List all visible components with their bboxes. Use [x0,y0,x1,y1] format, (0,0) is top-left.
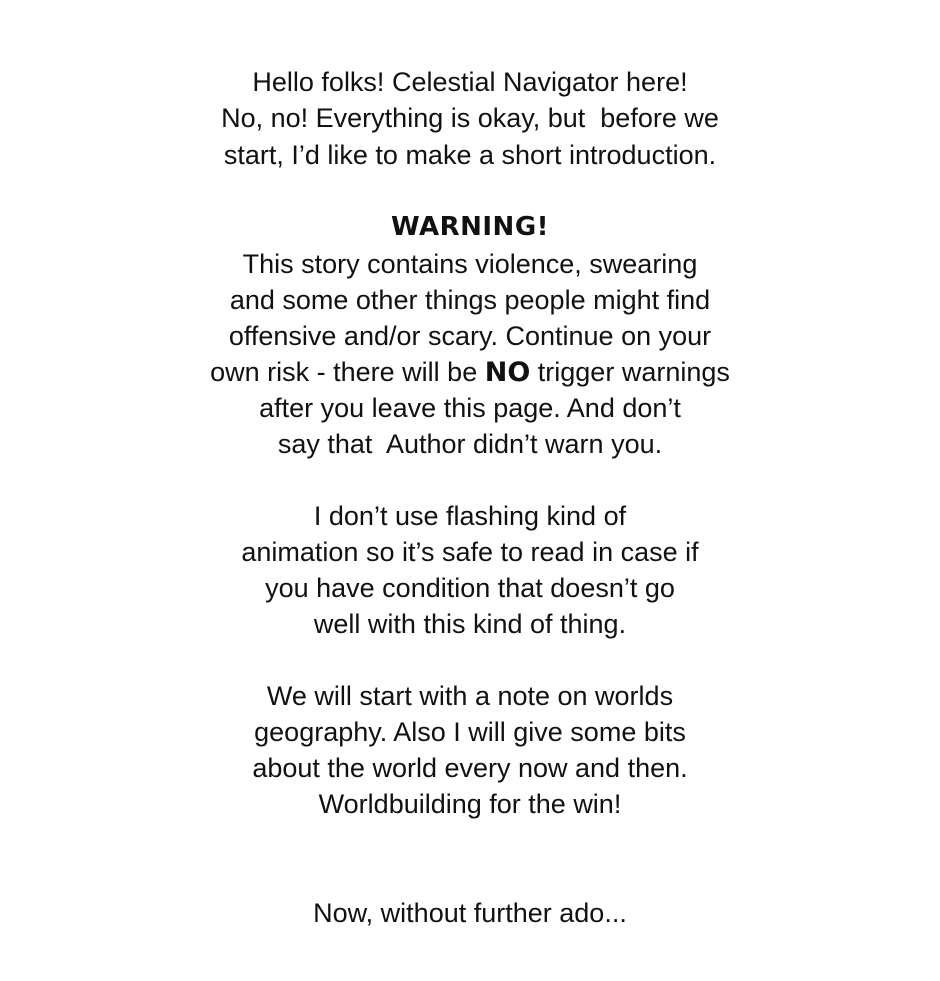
closing-line: Now, without further ado... [313,898,627,928]
geography-line-4: Worldbuilding for the win! [318,789,622,819]
warning-line-4 [0,354,940,391]
animation-line-1: I don’t use flashing kind of [313,501,627,531]
warning-line-4-after: trigger warnings [530,357,730,387]
warning-heading: WARNING! [390,212,550,242]
animation-line-4: well with this kind of thing. [313,609,627,639]
geography-line-1: We will start with a note on worlds [266,681,674,711]
warning-line-3: offensive and/or scary. Continue on your [228,321,712,351]
animation-line-3: you have condition that doesn’t go [265,573,675,603]
intro-line-3: start, I’d like to make a short introduction. [223,140,717,170]
warning-line-6: say that Author didn’t warn you. [277,429,663,459]
no-emphasis: NO [484,357,531,388]
geography-line-2: geography. Also I will give some bits [254,717,686,747]
geography-line-3: about the world every now and then. [252,753,688,783]
intro-line-2: No, no! Everything is okay, but before we [221,103,719,133]
warning-line-5: after you leave this page. And don’t [259,393,681,423]
warning-line-4-before: own risk - there will be [210,357,485,387]
warning-line-1: This story contains violence, swearing [242,249,698,279]
warning-line-2: and some other things people might find [229,285,711,315]
intro-line-1: Hello folks! Celestial Navigator here! [252,67,688,97]
animation-line-2: animation so it’s safe to read in case if [241,537,699,567]
